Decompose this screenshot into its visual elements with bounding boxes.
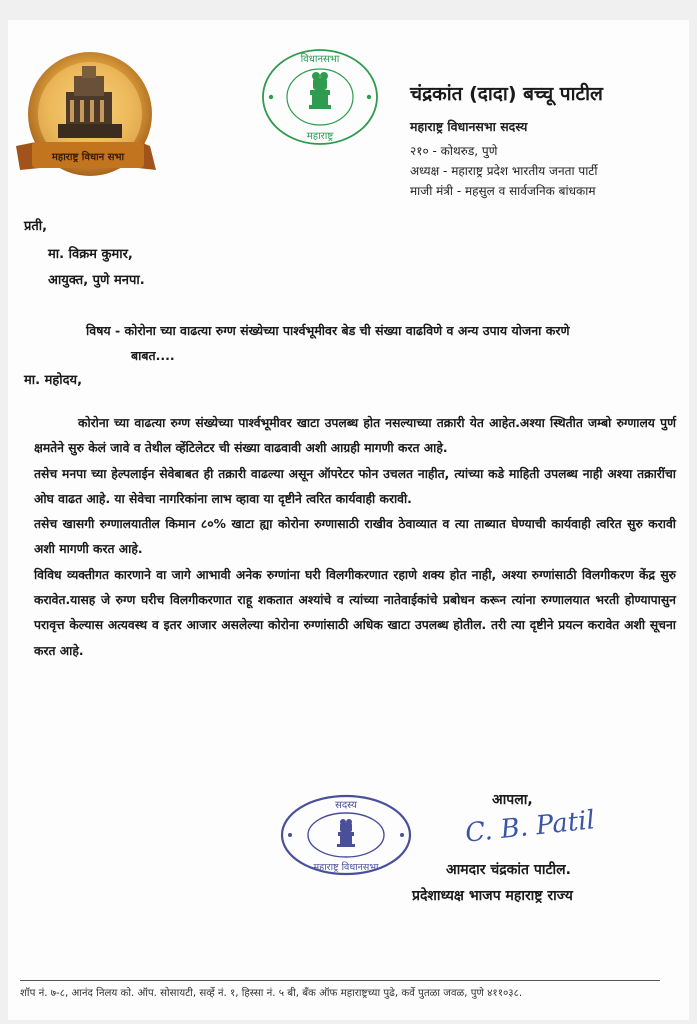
letter-body	[34, 411, 676, 664]
address-name: मा. विक्रम कुमार,	[48, 247, 133, 262]
lion-capital-icon	[337, 819, 355, 847]
salutation: मा. महोदय,	[24, 373, 83, 388]
member-stamp	[278, 792, 414, 878]
header-party-role: अध्यक्ष - महाराष्ट्र प्रदेश भारतीय जनता पार्टी	[410, 164, 598, 178]
body-paragraph: तसेच मनपा च्या हेल्पलाईन सेवेबाबत ही तक्रारी वाढल्या असून ऑपरेटर फोन उचलत नाहीत, त्यांच्या कडे माहिती उपलब्ध नाही अश्या तक्रारींचा ओघ वाढत आहे. या सेवेचा नागरिकांना लाभ व्हावा या दृष्टीने त्वरित कार्यवाही करावी.	[34, 466, 676, 506]
footer-divider	[20, 980, 660, 981]
header-former-role: माजी मंत्री - महसुल व सार्वजनिक बांधकाम	[410, 184, 596, 198]
stamp-top-text: सदस्य	[335, 800, 357, 811]
body-paragraph: कोरोना च्या वाढत्या रुग्ण संख्येच्या पार्श्वभूमीवर खाटा उपलब्ध होत नसल्याच्या तक्रारी येत आहेत.अश्या स्थितीत जम्बो रुग्णालय पुर्ण क्षमतेने सुरु केलं जावे व तेथील व्हेंटिलेटर ची संख्या वाढवावी अशी आग्रही मागणी करत आहे.	[34, 416, 676, 456]
signature: C. B. Patil	[463, 805, 597, 849]
stamp-bottom-text: महाराष्ट्र विधानसभा	[313, 862, 379, 873]
header-constituency: २१० - कोथरुड, पुणे	[410, 144, 498, 158]
body-paragraph: विविध व्यक्तीगत कारणाने वा जागे आभावी अनेक रुग्णांना घरी विलगीकरणात रहाणे शक्य होत नाही, अश्या रुग्णांसाठी विलगीकरण केंद्र सुरु करावेत.यासह जे रुग्ण घरीच विलगीकरणात राहू शकतात अश्यांचे व त्यांच्या नातेवाईकांचे प्रबोधन करून त्यांना रुग्णालयात भरती होण्यापासुन परावृत्त केल्यास अत्यवस्थ व इतर आजार असलेल्या कोरोना रुग्णांसाठी अधिक खाटा उपलब्ध होतील. तरी त्या दृष्टीने प्रयत्न करावेत अशी सूचना करत आहे.	[34, 567, 676, 658]
vidhansabha-emblem	[255, 42, 385, 152]
closing-yours: आपला,	[492, 792, 533, 808]
header-name: चंद्रकांत (दादा) बच्चू पाटील	[410, 83, 603, 105]
body-paragraph: तसेच खासगी रुग्णालयातील किमान ८०% खाटा ह्या कोरोना रुग्णासाठी राखीव ठेवाव्यात व त्या ताब्यात घेण्याची कार्यवाही त्वरित सुरु करावी अशी मागणी करत आहे.	[34, 517, 676, 557]
address-to: प्रती,	[24, 219, 48, 234]
emblem-top-text: विधानसभा	[300, 54, 340, 65]
subject	[86, 318, 676, 368]
header-designation: महाराष्ट्र विधानसभा सदस्य	[410, 119, 528, 134]
address-office: आयुक्त, पुणे मनपा.	[48, 273, 145, 288]
signatory-name: आमदार चंद्रकांत पाटील.	[446, 862, 571, 878]
vidhan-sabha-logo	[8, 42, 158, 187]
footer-address: शॉप नं. ७-८, आनंद निलय को. ऑप. सोसायटी, सर्व्हे नं. १, हिस्सा नं. ५ बी, बँक ऑफ महाराष्ट्रच्या पुढे, कर्वे पुतळा जवळ, पुणे ४११०३८.	[20, 988, 523, 999]
signatory-title: प्रदेशाध्यक्ष भाजप महाराष्ट्र राज्य	[412, 888, 573, 904]
subject-line-1: विषय - कोरोना च्या वाढत्या रुग्ण संख्येच्या पार्श्वभूमीवर बेड ची संख्या वाढविणे व अन्य उपाय योजना करणे	[86, 323, 570, 338]
lion-capital-icon	[309, 72, 331, 109]
emblem-bottom-text: महाराष्ट्र	[306, 131, 334, 142]
ribbon-text: महाराष्ट्र विधान सभा	[51, 152, 125, 163]
subject-line-2: बाबत....	[131, 348, 175, 363]
